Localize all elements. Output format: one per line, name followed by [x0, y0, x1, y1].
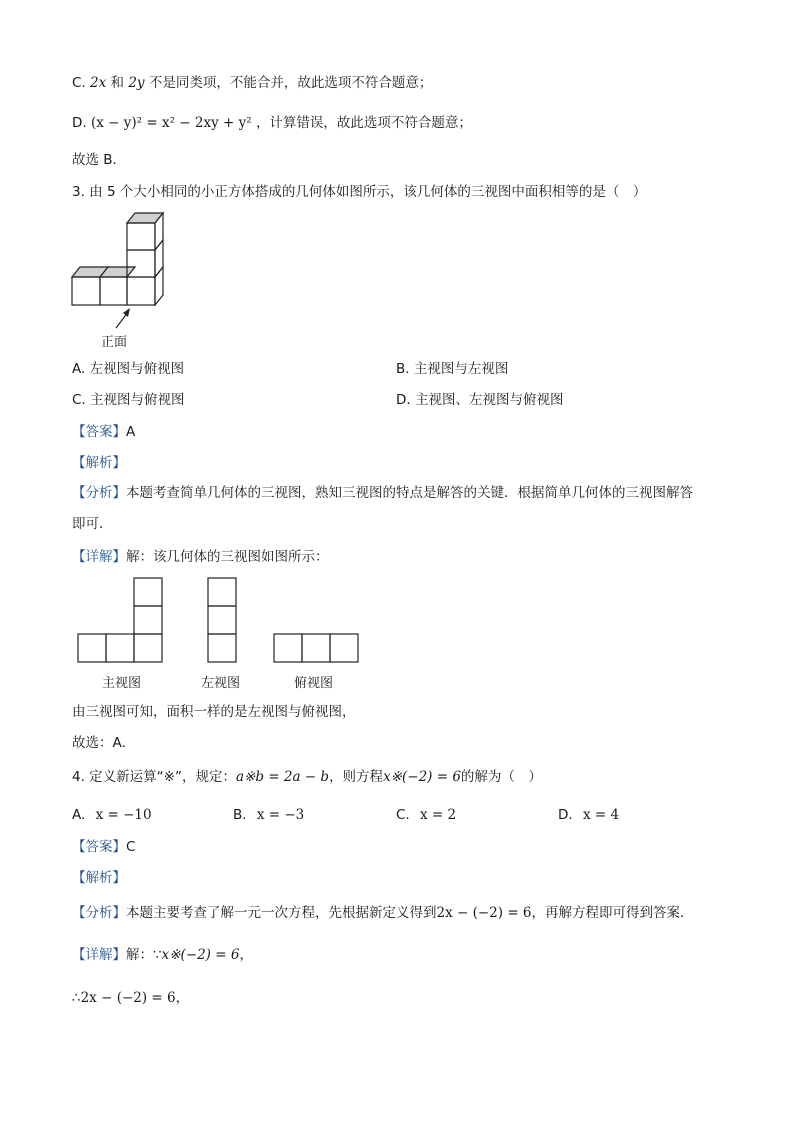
option-text: 左视图与俯视图: [89, 361, 185, 377]
explanation-text: ，计算错误，故此选项不符合题意；: [255, 115, 472, 131]
option-letter: B.: [396, 361, 410, 377]
therefore-symbol: ∴: [72, 990, 81, 1006]
cube-front-face: [127, 250, 155, 277]
stem-mid: ，则方程: [329, 769, 384, 785]
fenxi-equation: 2x − (−2) = 6: [436, 905, 532, 921]
cube-front-face: [100, 277, 127, 305]
detail-tag: 【详解】: [72, 549, 126, 565]
q4-option-a: [72, 806, 152, 824]
detail-suffix: ，: [239, 947, 253, 963]
option-letter: C.: [72, 392, 86, 408]
option-letter: A.: [72, 361, 86, 377]
detail-text: 解：该几何体的三视图如图所示：: [126, 549, 329, 565]
term-2x: 2x: [90, 75, 107, 91]
figure-label-front: 正面: [101, 335, 128, 350]
option-text: x = −10: [95, 807, 152, 823]
q4-option-c: [396, 806, 456, 824]
fenxi-text-a: 本题主要考查了解一元一次方程，先根据新定义得到: [126, 905, 437, 921]
q4-option-d: [558, 806, 619, 824]
option-letter: B.: [233, 807, 247, 823]
option-letter: D.: [396, 392, 411, 408]
q3-option-b: [396, 360, 508, 378]
answer-tag: 【答案】: [72, 839, 126, 855]
line-option-c: [72, 74, 432, 92]
q3-stem: 3. 由 5 个大小相同的小正方体搭成的几何体如图所示，该几何体的三视图中面积相等的是（ ）: [72, 184, 647, 200]
q3-option-d: [396, 391, 563, 409]
q4-detail: [72, 946, 253, 964]
cube-side-face: [155, 267, 163, 305]
option-letter: C.: [396, 807, 410, 823]
arrow-head: [123, 308, 130, 317]
fenxi-text: 本题考查简单几何体的三视图，熟知三视图的特点是解答的关键．根据简单几何体的三视图解答: [126, 485, 693, 501]
cube-front-face: [127, 277, 155, 305]
fenxi-tag: 【分析】: [72, 905, 126, 921]
option-text: 主视图与俯视图: [90, 392, 185, 408]
q4-option-b: [233, 806, 304, 824]
explanation-text: 不是同类项，不能合并，故此选项不符合题意；: [148, 75, 433, 91]
q4-answer: [72, 838, 135, 856]
option-text: x = 4: [582, 807, 620, 823]
q3-detail: [72, 548, 329, 566]
label-left-view: 左视图: [201, 676, 241, 691]
term-2y: 2y: [128, 75, 145, 91]
top-view: [274, 634, 358, 662]
step-equation: 2x − (−2) = 6: [80, 990, 176, 1006]
answer-tag: 【答案】: [72, 424, 126, 440]
formula: (x − y)² = x² − 2xy + y²: [90, 115, 252, 131]
fenxi-text-b: ，再解方程即可得到答案．: [531, 905, 694, 921]
step-suffix: ，: [175, 990, 190, 1006]
cube-top-face: [127, 213, 163, 223]
label-top-view: 俯视图: [294, 676, 334, 691]
left-view: [208, 578, 236, 662]
stem-prefix: 4. 定义新运算“※”，规定：: [72, 769, 236, 785]
q3-fenxi-line-1: [72, 484, 693, 502]
main-view: [78, 578, 162, 662]
detail-tag: 【详解】: [72, 947, 126, 963]
option-letter: C.: [72, 75, 91, 91]
q3-fenxi-line-2: 即可．: [72, 516, 113, 532]
q4-stem: [72, 768, 542, 786]
choose-b: 故选 B．: [72, 152, 127, 168]
q3-option-c: [72, 391, 185, 409]
option-letter: A.: [72, 807, 86, 823]
q3-conclusion: 由三视图可知，面积一样的是左视图与俯视图，: [72, 704, 356, 720]
label-main-view: 主视图: [102, 676, 142, 691]
q3-option-a: [72, 360, 184, 378]
cube-front-face: [127, 223, 155, 250]
fenxi-tag: 【分析】: [72, 485, 126, 501]
q4-fenxi: [72, 904, 694, 922]
connector-text: 和: [110, 75, 125, 91]
option-text: 主视图与左视图: [413, 361, 509, 377]
three-views-figure: [76, 576, 366, 668]
q3-choose: 故选：A．: [72, 735, 136, 751]
option-letter: D.: [72, 115, 91, 131]
detail-equation: x※(−2) = 6: [161, 947, 240, 963]
detail-prefix: 解：∵: [126, 947, 162, 963]
option-letter: D.: [558, 807, 573, 823]
q3-answer: [72, 423, 135, 441]
option-text: 主视图、左视图与俯视图: [414, 392, 564, 408]
stem-suffix: 的解为（ ）: [460, 769, 542, 785]
line-option-d: [72, 114, 472, 132]
stem-rule: a※b = 2a − b: [235, 769, 330, 785]
q4-step: [72, 989, 189, 1007]
q3-analysis-tag: 【解析】: [72, 455, 126, 471]
cube-front-face: [72, 277, 100, 305]
option-text: x = −3: [256, 807, 305, 823]
stem-equation: x※(−2) = 6: [383, 769, 461, 785]
option-text: x = 2: [420, 807, 457, 823]
answer-value: C: [126, 839, 136, 855]
answer-value: A: [126, 424, 136, 440]
q4-analysis-tag: 【解析】: [72, 870, 126, 886]
